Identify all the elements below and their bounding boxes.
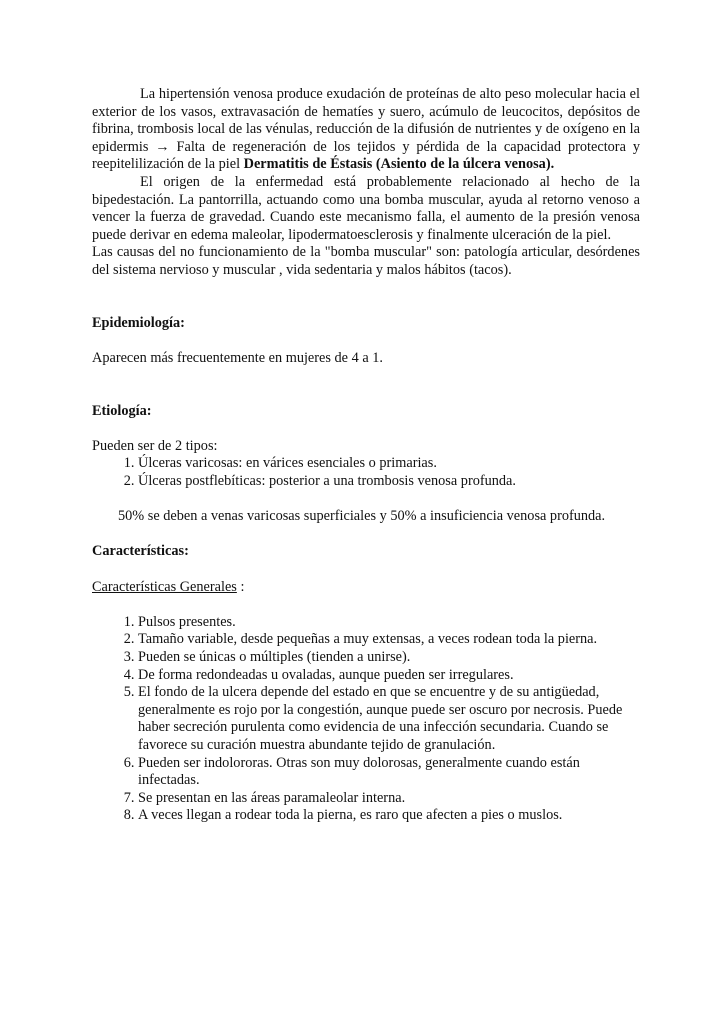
list-item: 3. Pueden se únicas o múltiples (tienden a unirse).	[138, 649, 640, 667]
document-page	[92, 86, 640, 825]
spacer	[92, 280, 640, 298]
caracteristicas-subheading-suffix: :	[236, 578, 245, 595]
intro-paragraph-1-bold: Dermatitis de Éstasis (Asiento de la úlcera venosa).	[243, 156, 555, 173]
caracteristicas-heading: Características:	[92, 543, 189, 560]
list-item: 7. Se presentan en las áreas paramaleolar interna.	[138, 790, 640, 808]
list-item: 5. El fondo de la ulcera depende del estado en que se encuentre y de su antigüedad, generalmente es rojo por la congestión, aunque puede ser oscuro por necrosis. Puede haber secreción purulenta como evidencia de una infección secundaria. Cuando se favorece su curación muestra abundante tejido de granulación.	[138, 684, 640, 754]
spacer	[92, 332, 640, 350]
caracteristicas-subheading-line	[92, 579, 640, 597]
etiologia-list	[92, 455, 640, 490]
epidemiologia-text: Aparecen más frecuentemente en mujeres de 4 a 1.	[92, 349, 383, 366]
spacer	[92, 596, 640, 614]
spacer	[92, 297, 640, 315]
list-item: 2. Tamaño variable, desde pequeñas a muy extensas, a veces rodean toda la pierna.	[138, 631, 640, 649]
spacer	[92, 526, 640, 544]
epidemiologia-heading: Epidemiología:	[92, 314, 185, 331]
list-item: 1. Úlceras varicosas: en várices esenciales o primarias.	[138, 455, 640, 473]
caracteristicas-list	[92, 614, 640, 825]
spacer	[92, 368, 640, 386]
list-item: 4. De forma redondeadas u ovaladas, aunque pueden ser irregulares.	[138, 667, 640, 685]
intro-paragraph-2: El origen de la enfermedad está probablemente relacionado al hecho de la bipedestación. La pantorrilla, actuando como una bomba muscular, ayuda al retorno venoso a vencer la fuerza de gravedad. Cuando este mecanismo falla, el aumento de la presión venosa puede derivar en edema maleolar, lipodermatoesclerosis y finalmente ulceración de la piel.	[92, 173, 640, 243]
list-item: 8. A veces llegan a rodear toda la pierna, es raro que afecten a pies o muslos.	[138, 807, 640, 825]
etiologia-intro: Pueden ser de 2 tipos:	[92, 437, 218, 454]
etiologia-note: 50% se deben a venas varicosas superficiales y 50% a insuficiencia venosa profunda.	[118, 508, 606, 525]
spacer	[92, 420, 640, 438]
list-item: 1. Pulsos presentes.	[138, 614, 640, 632]
intro-paragraph-1-text: La hipertensión venosa produce exudación de proteínas de alto peso molecular hacia el exterior de los vasos, extravasación de hematíes y suero, acúmulo de leucocitos, depósitos de fibrina, trombosis local de las vénulas, reducción de la difusión de nutrientes y de oxígeno en la epidermis → Falta de regeneración de los tejidos y pérdida de la capacidad protectora y reepitelilización de la piel	[92, 86, 640, 173]
etiologia-heading: Etiología:	[92, 402, 152, 419]
intro-paragraph-3: Las causas del no funcionamiento de la "bomba muscular" son: patología articular, desórdenes del sistema nervioso y muscular , vida sedentaria y malos hábitos (tacos).	[92, 244, 640, 278]
list-item: 6. Pueden ser indolororas. Otras son muy dolorosas, generalmente cuando están infectadas.	[138, 755, 640, 790]
spacer	[92, 491, 640, 509]
caracteristicas-subheading: Características Generales	[92, 578, 237, 595]
spacer	[92, 385, 640, 403]
list-item: 2. Úlceras postflebíticas: posterior a una trombosis venosa profunda.	[138, 473, 640, 491]
spacer	[92, 561, 640, 579]
intro-paragraph-1	[92, 86, 640, 174]
